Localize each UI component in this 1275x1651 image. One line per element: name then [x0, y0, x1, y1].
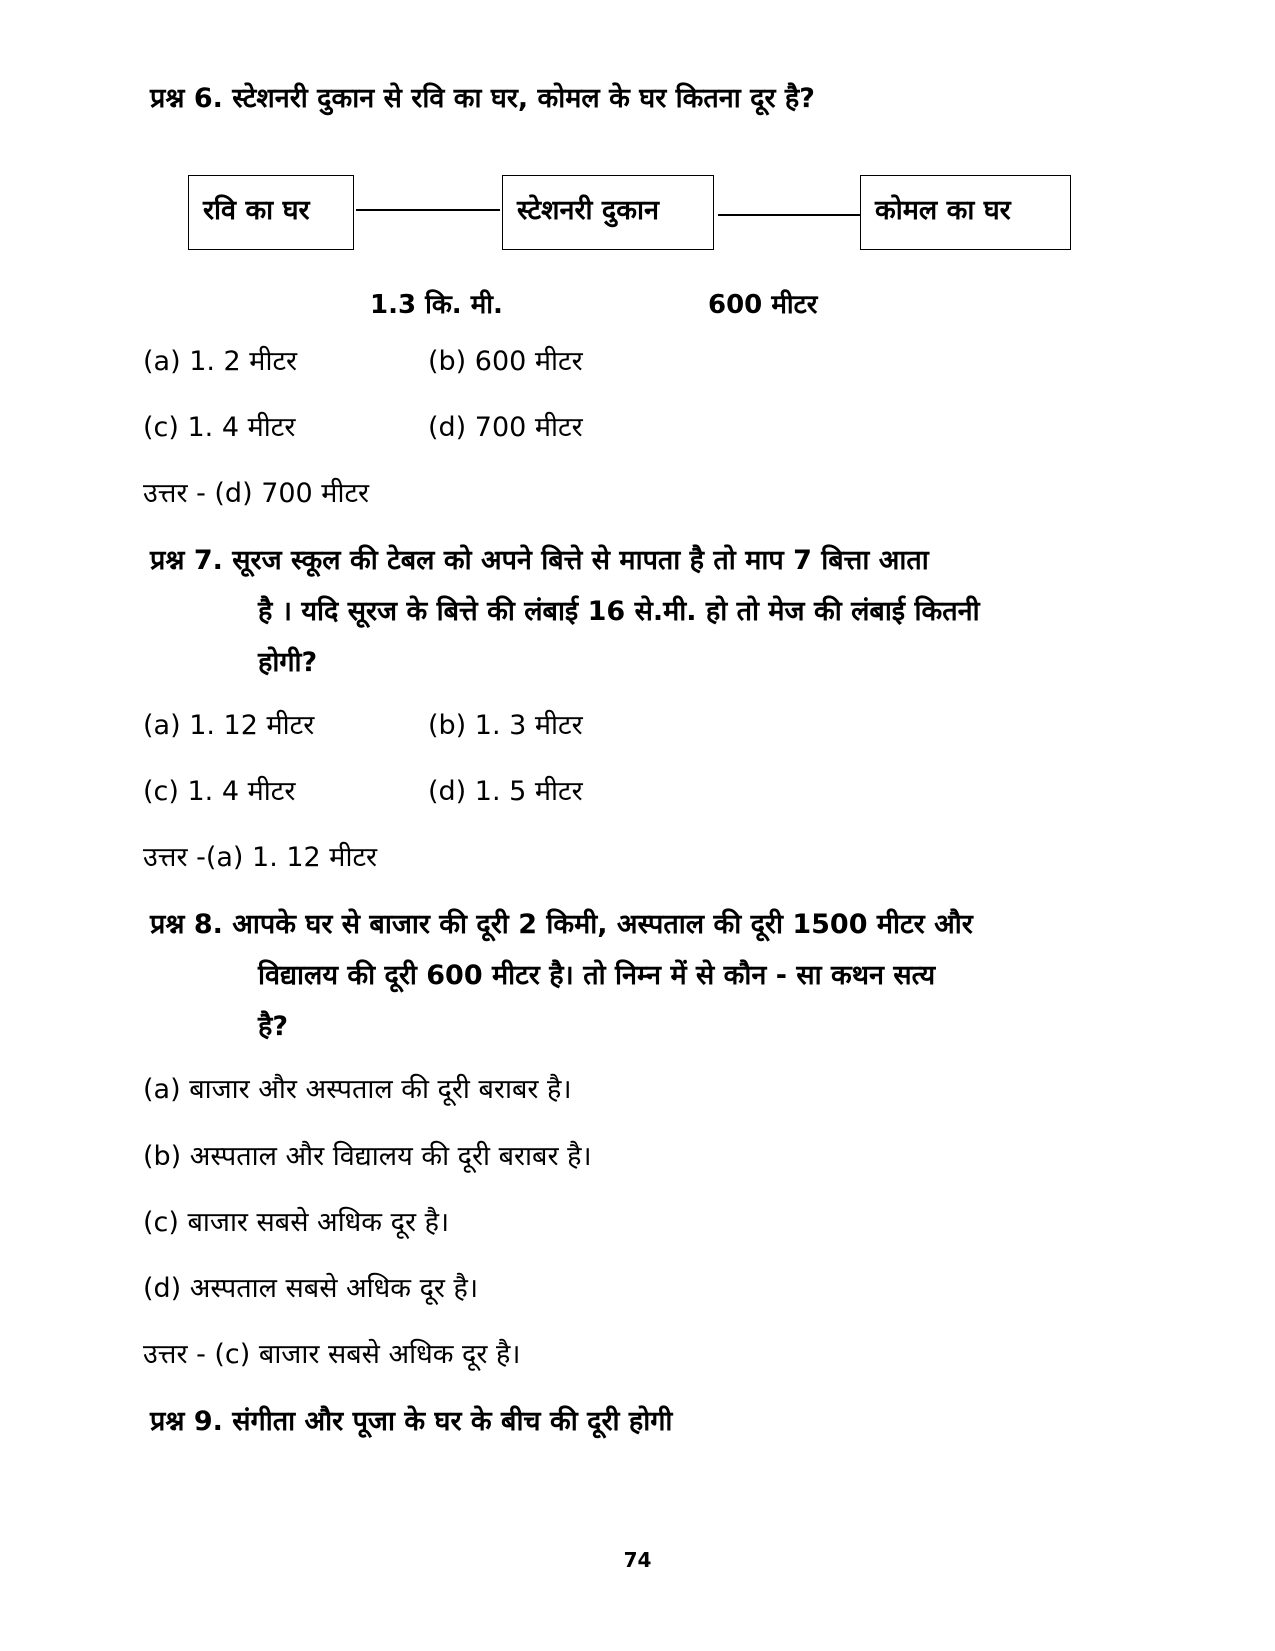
question-8-line-1: प्रश्न 8. आपके घर से बाजार की दूरी 2 किमी, अस्पताल की दूरी 1500 मीटर और: [150, 909, 973, 940]
q6-answer: उत्तर - (d) 700 मीटर: [143, 478, 370, 509]
question-9-text: प्रश्न 9. संगीता और पूजा के घर के बीच की दूरी होगी: [150, 1406, 673, 1437]
q6-option-a: (a) 1. 2 मीटर: [143, 346, 298, 377]
q7-option-d: (d) 1. 5 मीटर: [428, 776, 583, 807]
question-8-line-2: विद्यालय की दूरी 600 मीटर है। तो निम्न में से कौन - सा कथन सत्य: [258, 960, 936, 991]
ravi-house-box: रवि का घर: [188, 175, 354, 250]
q7-option-c: (c) 1. 4 मीटर: [143, 776, 296, 807]
q7-answer: उत्तर -(a) 1. 12 मीटर: [143, 842, 378, 873]
question-7-line-2: है । यदि सूरज के बित्ते की लंबाई 16 से.मी. हो तो मेज की लंबाई कितनी: [258, 596, 980, 627]
distance-label-2: 600 मीटर: [708, 290, 818, 320]
connector-line-1: [356, 209, 500, 211]
question-7-line-3: होगी?: [258, 647, 318, 678]
q8-answer: उत्तर - (c) बाजार सबसे अधिक दूर है।: [143, 1339, 521, 1370]
question-6-text: प्रश्न 6. स्टेशनरी दुकान से रवि का घर, कोमल के घर कितना दूर है?: [150, 83, 815, 114]
q8-option-b: (b) अस्पताल और विद्यालय की दूरी बराबर है।: [143, 1141, 592, 1172]
stationery-shop-box: स्टेशनरी दुकान: [502, 175, 714, 250]
q8-option-c: (c) बाजार सबसे अधिक दूर है।: [143, 1207, 450, 1238]
distance-label-1: 1.3 कि. मी.: [370, 290, 503, 320]
q6-option-b: (b) 600 मीटर: [428, 346, 583, 377]
q6-option-d: (d) 700 मीटर: [428, 412, 583, 443]
question-8-line-3: है?: [258, 1011, 288, 1042]
q7-option-a: (a) 1. 12 मीटर: [143, 710, 315, 741]
page-number: 74: [623, 1548, 652, 1572]
q6-option-c: (c) 1. 4 मीटर: [143, 412, 296, 443]
q8-option-d: (d) अस्पताल सबसे अधिक दूर है।: [143, 1273, 479, 1304]
komal-house-box: कोमल का घर: [860, 175, 1071, 250]
question-7-line-1: प्रश्न 7. सूरज स्कूल की टेबल को अपने बित्ते से मापता है तो माप 7 बित्ता आता: [150, 545, 929, 576]
q8-option-a: (a) बाजार और अस्पताल की दूरी बराबर है।: [143, 1074, 572, 1105]
connector-line-2: [718, 214, 860, 216]
q7-option-b: (b) 1. 3 मीटर: [428, 710, 583, 741]
